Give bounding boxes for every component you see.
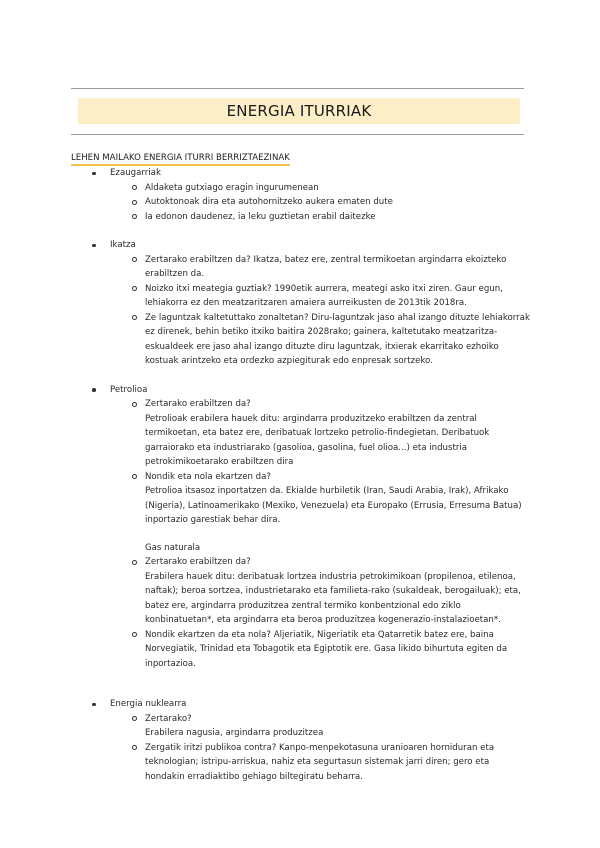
topic-label: Energia nuklearra: [110, 699, 187, 709]
list-item: Zertarako erabiltzen da? Ikatza, batez ere, zentral termikoetan argindarra ekoizteko erabiltzen da.: [110, 253, 531, 282]
question-text: Nondik eta nola ekartzen da?: [145, 471, 271, 482]
answer-text: Zergatik iritzi publikoa contra? Kanpo-menpekotasuna uranioaren horniduran eta teknologian; istripu-arriskua, nahiz eta segurtasun sistemak jarri diren; gero eta hondakin erradiaktibo gehiago biltegiratu beharra.: [145, 742, 495, 782]
list-item: [110, 628, 531, 672]
list-item: [110, 712, 531, 741]
topic-label: Ikatza: [110, 240, 136, 250]
list-item: [110, 741, 531, 785]
list-item: Ze laguntzak kaltetuttako zonaltetan? Diru-laguntzak jaso ahal izango dituzte lehiakorrak ez direnek, behin betiko itxiko baitira 2028rako; gainera, kaltetutako meatzaritza-eskualdeek ere jaso ahal izango dituzte diru laguntzak, itxierak ekarritako ezhoiko kostuak arintzeko eta ordezko azpiegiturak edo enpresak sortzeko.: [110, 311, 531, 369]
answer-text: Erabilera nagusia, argindarra produzitzea: [145, 728, 324, 738]
question-text: Zertarako erabiltzen da?: [145, 557, 251, 567]
list-item: Aldaketa gutxiago eragin ingurumenean: [110, 181, 531, 196]
answer-text: Erabilera hauek ditu: deribatuak lortzea industria petrokimikoan (propilenoa, etilenoa, naftak); beroa sortzea, industrietarako eta familieta-rako (sukaldeak, berogailuak); eta, batez ere, argindarra produzitzea zentral termiko konbentzional edo ziklo konbinatuetan*, eta argindarra eta beroa produzitzea kogenerazio-instalazioetan*.: [145, 571, 521, 625]
list-item-energia-nuklearra: [71, 697, 531, 784]
question-text: Zertarako erabiltzen da?: [145, 399, 251, 409]
list-item-ikatza: [71, 238, 531, 369]
list-item-ezaugarriak: [71, 166, 531, 224]
answer-text: Nondik ekartzen da eta nola? Aljeriatik, Nigeriatik eta Qatarretik batez ere, baina Norvegiatik, Trinidad eta Tobagotik eta Egiptotik ere. Gasa likido bihurtuta egiten da inportazioa.: [145, 629, 508, 669]
section-heading: LEHEN MAILAKO ENERGIA ITURRI BERRIZTAEZINAK: [71, 153, 290, 166]
topic-label: Ezaugarriak: [110, 168, 161, 178]
answer-text: Petrolioa itsasoz inportatzen da. Ekialde hurbiletik (Iran, Saudi Arabia, Irak), Afrikako (Nigeria), Latinoamerikako (Mexiko, Venezuela) eta Europako (Errusia, Erresuma Batua) inportazio garestiak behar dira.: [145, 486, 522, 525]
list-item: Ia edonon daudenez, ia leku guztietan erabil daitezke: [110, 210, 531, 225]
list-item: [110, 397, 531, 470]
sub-topic-label: Gas naturala: [145, 542, 201, 553]
list-item: [110, 555, 531, 628]
list-item: [110, 470, 531, 528]
list-item: Noizko itxi meategia guztiak? 1990etik aurrera, meategi asko itxi ziren. Gaur egun, lehiakorra ez den meatzaritzaren amaiera aurreikusten de 2013tik 2018ra.: [110, 282, 531, 311]
document-body: [71, 151, 531, 784]
top-divider: [71, 88, 524, 89]
page-title: ENERGIA ITURRIAK: [78, 98, 520, 124]
title-divider: [71, 134, 524, 135]
topic-list: [71, 166, 531, 224]
list-item-petrolioa: [71, 383, 531, 672]
topic-label: Petrolioa: [110, 384, 148, 395]
answer-text: Petrolioak erabilera hauek ditu: argindarra produzitzeko erabiltzen da zentral termikoetan, eta batez ere, deribatuak lortzeko petrolio-findegietan. Deribatuok garraiorako eta industriarako (gasolioa, gasolina, fuel olioa...) eta industria petrokimikoetarako erabiltzen dira: [145, 413, 490, 467]
question-text: Zertarako?: [145, 713, 192, 724]
list-item: Autoktonoak dira eta autohornitzeko aukera ematen dute: [110, 195, 531, 210]
